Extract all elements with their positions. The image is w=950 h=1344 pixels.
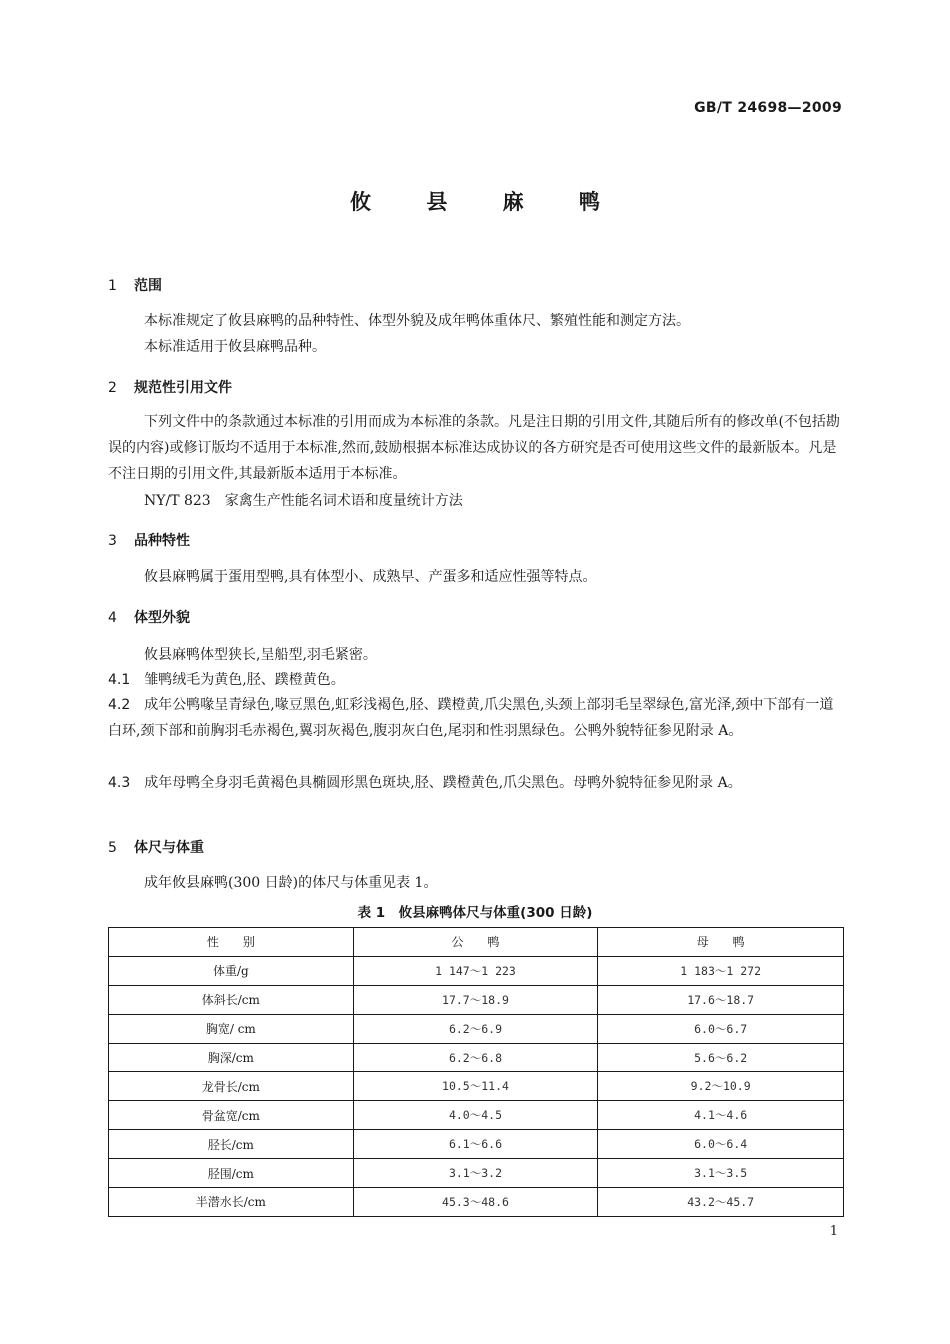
table-row — [109, 1043, 844, 1072]
table-row — [109, 1014, 844, 1043]
section-title: 品种特性 — [134, 533, 190, 549]
row-label: 胫长/cm — [109, 1130, 354, 1159]
duck-value: 4.1～4.6 — [598, 1101, 844, 1130]
drake-value: 6.2～6.9 — [353, 1014, 598, 1043]
section-number: 4 — [108, 610, 117, 626]
table-row — [109, 1072, 844, 1101]
table-row — [109, 1130, 844, 1159]
column-header-sex: 性 别 — [109, 928, 354, 957]
drake-value: 1 147～1 223 — [353, 956, 598, 985]
section-title: 体型外貌 — [134, 610, 190, 626]
row-label: 龙骨长/cm — [109, 1072, 354, 1101]
page-number: 1 — [829, 1224, 838, 1239]
paragraph: 本标准适用于攸县麻鸭品种。 — [144, 339, 326, 355]
paragraph: 下列文件中的条款通过本标准的引用而成为本标准的条款。凡是注日期的引用文件,其随后所有的修改单(不包括勘误的内容)或修订版均不适用于本标准,然而,鼓励根据本标准达成协议的各方研究是否可使用这些文件的最新版本。凡是不注日期的引用文件,其最新版本适用于本标准。 — [108, 414, 840, 482]
drake-value: 45.3～48.6 — [353, 1188, 598, 1217]
duck-value: 5.6～6.2 — [598, 1043, 844, 1072]
table-row — [109, 1159, 844, 1188]
row-label: 胸深/cm — [109, 1043, 354, 1072]
drake-value: 3.1～3.2 — [353, 1159, 598, 1188]
paragraph: 攸县麻鸭属于蛋用型鸭,具有体型小、成熟早、产蛋多和适应性强等特点。 — [144, 569, 597, 585]
section-number: 2 — [108, 380, 117, 396]
section-number: 5 — [108, 840, 117, 856]
duck-value: 17.6～18.7 — [598, 985, 844, 1014]
paragraph: 攸县麻鸭体型狭长,呈船型,羽毛紧密。 — [144, 647, 377, 663]
table-row — [109, 956, 844, 985]
paragraph: 本标准规定了攸县麻鸭的品种特性、体型外貌及成年鸭体重体尺、繁殖性能和测定方法。 — [144, 313, 690, 329]
drake-value: 6.1～6.6 — [353, 1130, 598, 1159]
clause-4-2 — [108, 692, 843, 744]
clause-4-1 — [108, 666, 843, 694]
column-header-drake: 公 鸭 — [353, 928, 598, 957]
row-label: 体斜长/cm — [109, 985, 354, 1014]
table-header-row — [109, 928, 844, 957]
clause-number: 4.2 — [108, 697, 131, 713]
body-measurements-table — [108, 927, 844, 1217]
section-title: 体尺与体重 — [134, 840, 204, 856]
duck-value: 3.1～3.5 — [598, 1159, 844, 1188]
row-label: 胫围/cm — [109, 1159, 354, 1188]
clause-number: 4.1 — [108, 672, 131, 688]
section-heading-4 — [108, 607, 190, 627]
section-number: 1 — [108, 278, 117, 294]
section-heading-1 — [108, 275, 162, 295]
duck-value: 9.2～10.9 — [598, 1072, 844, 1101]
drake-value: 4.0～4.5 — [353, 1101, 598, 1130]
normative-reference: NY/T 823 家禽生产性能名词术语和度量统计方法 — [144, 493, 463, 509]
row-label: 半潜水长/cm — [109, 1188, 354, 1217]
table-row — [109, 1188, 844, 1217]
section-heading-2 — [108, 377, 232, 397]
table-row — [109, 985, 844, 1014]
column-header-duck: 母 鸭 — [598, 928, 844, 957]
table-caption: 表 1 攸县麻鸭体尺与体重(300 日龄) — [357, 905, 593, 921]
drake-value: 17.7～18.9 — [353, 985, 598, 1014]
clause-number: 4.3 — [108, 775, 131, 791]
section-title: 范围 — [134, 278, 162, 294]
duck-value: 43.2～45.7 — [598, 1188, 844, 1217]
duck-value: 1 183～1 272 — [598, 956, 844, 985]
section-title: 规范性引用文件 — [134, 380, 232, 396]
row-label: 骨盆宽/cm — [109, 1101, 354, 1130]
duck-value: 6.0～6.4 — [598, 1130, 844, 1159]
section-heading-5 — [108, 837, 204, 857]
drake-value: 10.5～11.4 — [353, 1072, 598, 1101]
drake-value: 6.2～6.8 — [353, 1043, 598, 1072]
clause-text: 成年公鸭喙呈青绿色,喙豆黑色,虹彩浅褐色,胫、蹼橙黄,爪尖黑色,头颈上部羽毛呈翠绿色,富光泽,颈中下部有一道白环,颈下部和前胸羽毛赤褐色,翼羽灰褐色,腹羽灰白色,尾羽和性羽黑绿色。公鸭外貌特征参见附录 A。 — [108, 697, 834, 739]
paragraph: 成年攸县麻鸭(300 日龄)的体尺与体重见表 1。 — [144, 875, 438, 891]
clause-4-3 — [108, 770, 843, 796]
clause-text: 成年母鸭全身羽毛黄褐色具椭圆形黑色斑块,胫、蹼橙黄色,爪尖黑色。母鸭外貌特征参见附录 A。 — [144, 775, 742, 791]
duck-value: 6.0～6.7 — [598, 1014, 844, 1043]
row-label: 体重/g — [109, 956, 354, 985]
document-title: 攸 县 麻 鸭 — [350, 190, 624, 214]
standard-code: GB/T 24698—2009 — [694, 100, 842, 116]
row-label: 胸宽/ cm — [109, 1014, 354, 1043]
clause-text: 雏鸭绒毛为黄色,胫、蹼橙黄色。 — [144, 672, 345, 688]
section-heading-3 — [108, 530, 190, 550]
section-number: 3 — [108, 533, 117, 549]
table-row — [109, 1101, 844, 1130]
